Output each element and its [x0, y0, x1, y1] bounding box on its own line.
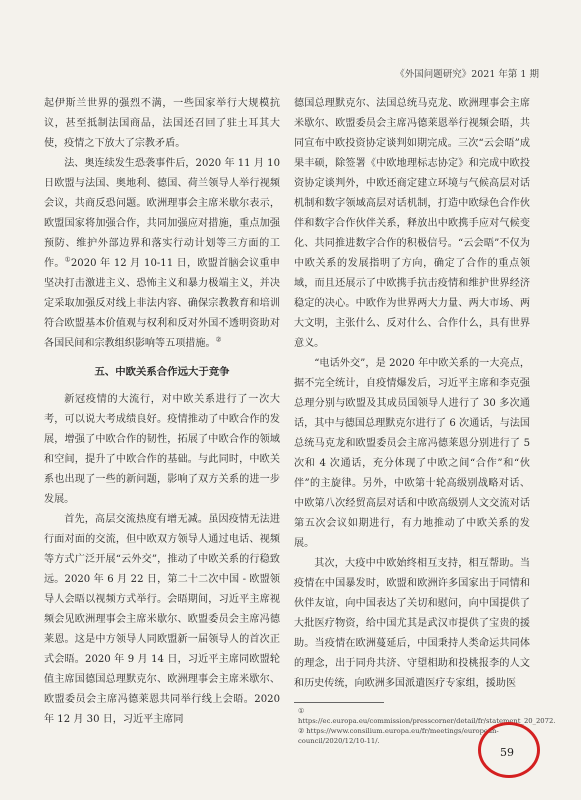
right-column — [294, 94, 530, 694]
left-column — [44, 94, 280, 730]
footnote: ② https://www.consilium.europa.eu/fr/meetings/european-council/2020/12/10-11/. — [298, 727, 499, 745]
paragraph: 其次，大疫中中欧始终相互支持，相互帮助。当疫情在中国暴发时，欧盟和欧洲许多国家出于同情和伙伴友谊，向中国表达了关切和慰问，向中国提供了大批医疗物资，给中国尤其是武汉市提供了宝贵的援助。当疫情在欧洲蔓延后，中国秉持人类命运共同体的理念，出于同舟共济、守望相助和投桃报李的人文和历史传统，向欧洲多国派遣医疗专家组，援助医 — [294, 558, 530, 689]
paragraph: 法、奥连续发生恐袭事件后，2020 年 11 月 10 日欧盟与法国、奥地利、德国、荷兰领导人举行视频会议，共商反恐问题。欧洲理事会主席米歇尔表示，欧盟国家将加强合作，共同加强应对措施，重点加强预防、维护外部边界和落实行动计划等三方面的工作。①2020 年 12 月 10-11 日，欧盟首脑会议重申坚决打击激进主义、恐怖主义和暴力极端主义，并决定采取加强反对线上非法内容、确保宗教教育和培训符合欧盟基本价值观与权利和反对外国不透明资助对各国民间和宗教组织影响等五项措施。② — [44, 158, 280, 349]
footnote: ① https://ec.europa.eu/commission/presscorner/detail/fr/statement_20_2072. — [298, 707, 556, 725]
running-header: 《外国问题研究》2021 年第 1 期 — [395, 69, 539, 80]
footnote-ref: ② — [215, 335, 222, 344]
section-heading: 五、中欧关系合作远大于竞争 — [94, 366, 230, 378]
footnote-ref: ① — [64, 255, 71, 264]
paragraph: 起伊斯兰世界的强烈不满，一些国家举行大规模抗议，甚至抵制法国商品，法国还召回了驻土耳其大使，疫情之下放大了宗教矛盾。 — [44, 98, 280, 149]
page-number: 59 — [500, 746, 514, 759]
paragraph: 首先，高层交流热度有增无减。虽因疫情无法进行面对面的交流，但中欧双方领导人通过电话、视频等方式广泛开展“云外交”，推动了中欧关系的行稳致远。2020 年 6 月 22 日，第二十二次中国 - 欧盟领导人会晤以视频方式举行。会晤期间，习近平主席视频会见欧洲理事会主席米歇尔、欧盟委员会主席冯德莱恩。这是中方领导人同欧盟新一届领导人的首次正式会晤。2020 年 9 月 14 日，习近平主席同欧盟轮值主席国德国总理默克尔、欧洲理事会主席米歇尔、欧盟委员会主席冯德莱恩共同举行线上会晤。2020 年 12 月 30 日，习近平主席同 — [44, 514, 280, 725]
paragraph: 德国总理默克尔、法国总统马克龙、欧洲理事会主席米歇尔、欧盟委员会主席冯德莱恩举行视频会晤，共同宣布中欧投资协定谈判如期完成。三次“云会晤”成果丰硕，除签署《中欧地理标志协定》和完成中欧投资协定谈判外，中欧还商定建立环境与气候高层对话机制和数字领域高层对话机制，打造中欧绿色合作伙伴和数字合作伙伴关系，释放出中欧携手应对气候变化、共同推进数字合作的积极信号。“云会晤”不仅为中欧关系的发展指明了方向，确定了合作的重点领域，而且还展示了中欧携手抗击疫情和维护世界经济稳定的决心。中欧作为世界两大力量、两大市场、两大文明，主张什么、反对什么、合作什么，具有世界意义。 — [294, 98, 530, 349]
footnote-divider — [294, 702, 384, 703]
paragraph: 新冠疫情的大流行，对中欧关系进行了一次大考，可以说大考成绩良好。疫情推动了中欧合作的发展，增强了中欧合作的韧性，拓展了中欧合作的领域和空间，提升了中欧合作的基础。与此同时，中欧关系也出现了一些的新问题，影响了双方关系的进一步发展。 — [44, 394, 280, 505]
paragraph: “电话外交”，是 2020 年中欧关系的一大亮点，据不完全统计，自疫情爆发后，习近平主席和李克强总理分别与欧盟及其成员国领导人进行了 30 多次通话，其中与德国总理默克尔进行了 6 次通话，与法国总统马克龙和欧盟委员会主席冯德莱恩分别进行了 5 次和 4 次通话，充分体现了中欧之间“合作”和“伙伴”的主旋律。另外，中欧第十轮高级别战略对话、中欧第八次经贸高层对话和中欧高级别人文交流对话第五次会议如期进行，有力地推动了中欧关系的发展。 — [294, 358, 530, 549]
